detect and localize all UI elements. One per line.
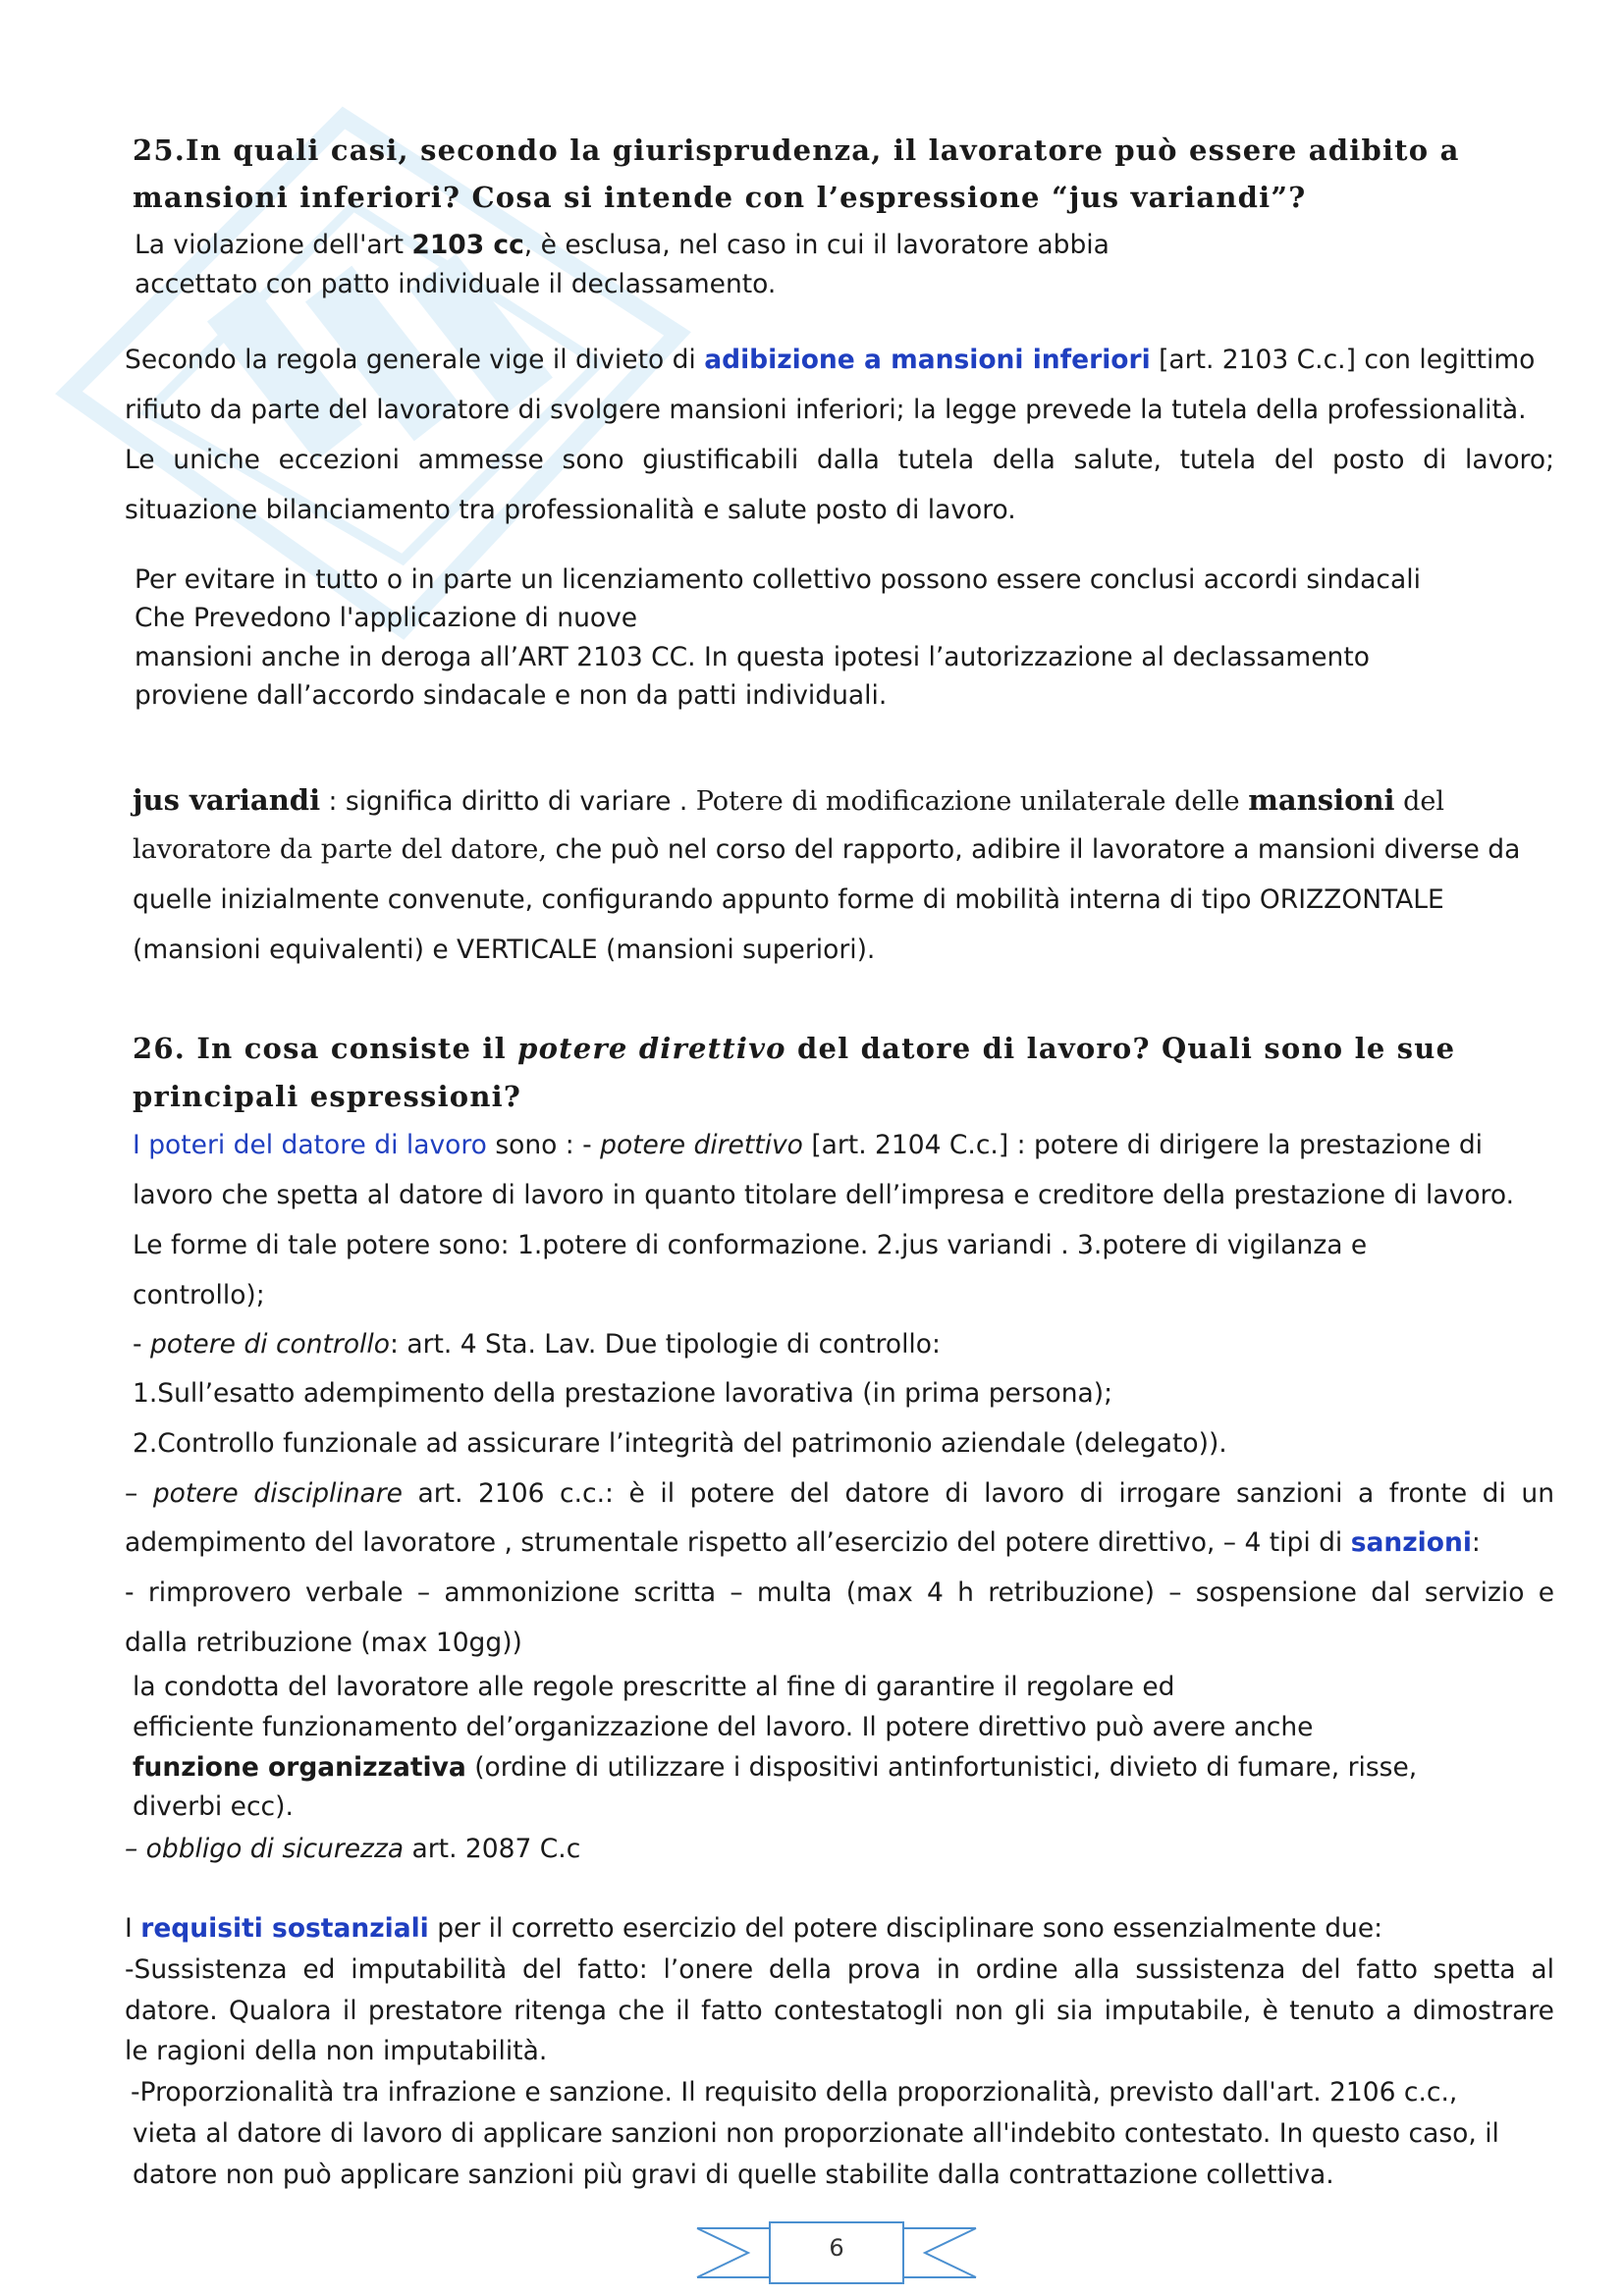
requisiti-line6: vieta al datore di lavoro di applicare sanzioni non proporzionate all'indebito contestato. In questo caso, il bbox=[133, 2118, 1499, 2149]
question-25-title-line1: 25.In quali casi, secondo la giurisprudenza, il lavoratore può essere adibito a bbox=[133, 133, 1460, 167]
requisiti-line1: I requisiti sostanziali per il corretto esercizio del potere disciplinare sono essenzialmente due: bbox=[125, 1913, 1383, 1944]
q25-para2-line2: Che Prevedono l'applicazione di nuove bbox=[135, 603, 638, 633]
q26-line12: la condotta del lavoratore alle regole prescritte al fine di garantire il regolare ed bbox=[133, 1672, 1175, 1702]
link-sanzioni: sanzioni bbox=[1350, 1527, 1472, 1558]
q25-intro-line1: La violazione dell'art 2103 cc, è esclusa, nel caso in cui il lavoratore abbia bbox=[135, 230, 1110, 260]
requisiti-line7: datore non può applicare sanzioni più gravi di quelle stabilite dalla contrattazione collettiva. bbox=[133, 2160, 1334, 2190]
requisiti-line2: -Sussistenza ed imputabilità del fatto: l’onere della prova in ordine alla sussistenza del fatto spetta al bbox=[125, 1954, 1554, 1985]
q25-para1-line4: situazione bilanciamento tra professionalità e salute posto di lavoro. bbox=[125, 495, 1016, 525]
page-footer bbox=[689, 2220, 984, 2285]
q26-line5: - potere di controllo: art. 4 Sta. Lav. Due tipologie di controllo: bbox=[133, 1329, 941, 1360]
link-requisiti: requisiti sostanziali bbox=[140, 1913, 429, 1944]
q25-para2-line3: mansioni anche in deroga all’ART 2103 CC. In questa ipotesi l’autorizzazione al declassamento bbox=[135, 642, 1370, 672]
question-25-title-line2: mansioni inferiori? Cosa si intende con l’espressione “jus variandi”? bbox=[133, 181, 1307, 214]
jus-variandi-line2: lavoratore da parte del datore, che può nel corso del rapporto, adibire il lavoratore a mansioni diverse da bbox=[133, 834, 1521, 865]
q25-para1-line3: Le uniche eccezioni ammesse sono giustificabili dalla tutela della salute, tutela del posto di lavoro; bbox=[125, 445, 1554, 475]
jus-variandi-line3: quelle inizialmente convenute, configurando appunto forme di mobilità interna di tipo ORIZZONTALE bbox=[133, 884, 1444, 915]
q26-line1: I poteri del datore di lavoro sono : - potere direttivo [art. 2104 C.c.] : potere di dirigere la prestazione di bbox=[133, 1130, 1484, 1160]
link-poteri-datore: I poteri del datore di lavoro bbox=[133, 1130, 487, 1160]
requisiti-line3: datore. Qualora il prestatore ritenga che il fatto contestatogli non gli sia imputabile, è tenuto a dimostrare bbox=[125, 1996, 1554, 2026]
q26-line10: - rimprovero verbale – ammonizione scritta – multa (max 4 h retribuzione) – sospensione dal servizio e bbox=[125, 1577, 1554, 1608]
page-number: 6 bbox=[829, 2234, 844, 2262]
q25-para2-line4: proviene dall’accordo sindacale e non da patti individuali. bbox=[135, 680, 888, 711]
q26-line7: 2.Controllo funzionale ad assicurare l’integrità del patrimonio aziendale (delegato)). bbox=[133, 1428, 1227, 1459]
q26-line2: lavoro che spetta al datore di lavoro in quanto titolare dell’impresa e creditore della prestazione di lavoro. bbox=[133, 1180, 1515, 1210]
q26-line9: adempimento del lavoratore , strumentale rispetto all’esercizio del potere direttivo, – 4 tipi di sanzioni: bbox=[125, 1527, 1481, 1558]
requisiti-line5: -Proporzionalità tra infrazione e sanzione. Il requisito della proporzionalità, previsto dall'art. 2106 c.c., bbox=[131, 2077, 1458, 2108]
q26-line15: diverbi ecc). bbox=[133, 1791, 294, 1822]
jus-variandi-line4: (mansioni equivalenti) e VERTICALE (mansioni superiori). bbox=[133, 934, 876, 965]
q26-line8: – potere disciplinare art. 2106 c.c.: è il potere del datore di lavoro di irrogare sanzioni a fronte di un bbox=[125, 1478, 1554, 1509]
q25-para1-line1: Secondo la regola generale vige il divieto di adibizione a mansioni inferiori [art. 2103 C.c.] con legittimo bbox=[125, 345, 1536, 375]
jus-variandi-line1: jus variandi : significa diritto di variare . Potere di modificazione unilaterale delle mansioni del bbox=[133, 783, 1445, 817]
question-26-title-line1: 26. In cosa consiste il potere direttivo del datore di lavoro? Quali sono le sue bbox=[133, 1032, 1456, 1065]
q25-para1-line2: rifiuto da parte del lavoratore di svolgere mansioni inferiori; la legge prevede la tutela della professionalità. bbox=[125, 395, 1527, 425]
q26-line11: dalla retribuzione (max 10gg)) bbox=[125, 1628, 522, 1658]
question-26-title-line2: principali espressioni? bbox=[133, 1080, 522, 1113]
requisiti-line4: le ragioni della non imputabilità. bbox=[125, 2036, 548, 2066]
q26-line3: Le forme di tale potere sono: 1.potere di conformazione. 2.jus variandi . 3.potere di vigilanza e bbox=[133, 1230, 1368, 1260]
q25-para2-line1: Per evitare in tutto o in parte un licenziamento collettivo possono essere conclusi accordi sindacali bbox=[135, 564, 1421, 595]
link-adibizione: adibizione a mansioni inferiori bbox=[704, 345, 1151, 375]
q25-intro-line2: accettato con patto individuale il declassamento. bbox=[135, 269, 777, 299]
q26-line13: efficiente funzionamento del’organizzazione del lavoro. Il potere direttivo può avere anche bbox=[133, 1712, 1314, 1742]
q26-line4: controllo); bbox=[133, 1280, 265, 1310]
q26-line6: 1.Sull’esatto adempimento della prestazione lavorativa (in prima persona); bbox=[133, 1378, 1113, 1409]
q26-line14: funzione organizzativa (ordine di utilizzare i dispositivi antinfortunistici, divieto di fumare, risse, bbox=[133, 1752, 1418, 1783]
q26-line16: – obbligo di sicurezza art. 2087 C.c bbox=[125, 1834, 581, 1864]
